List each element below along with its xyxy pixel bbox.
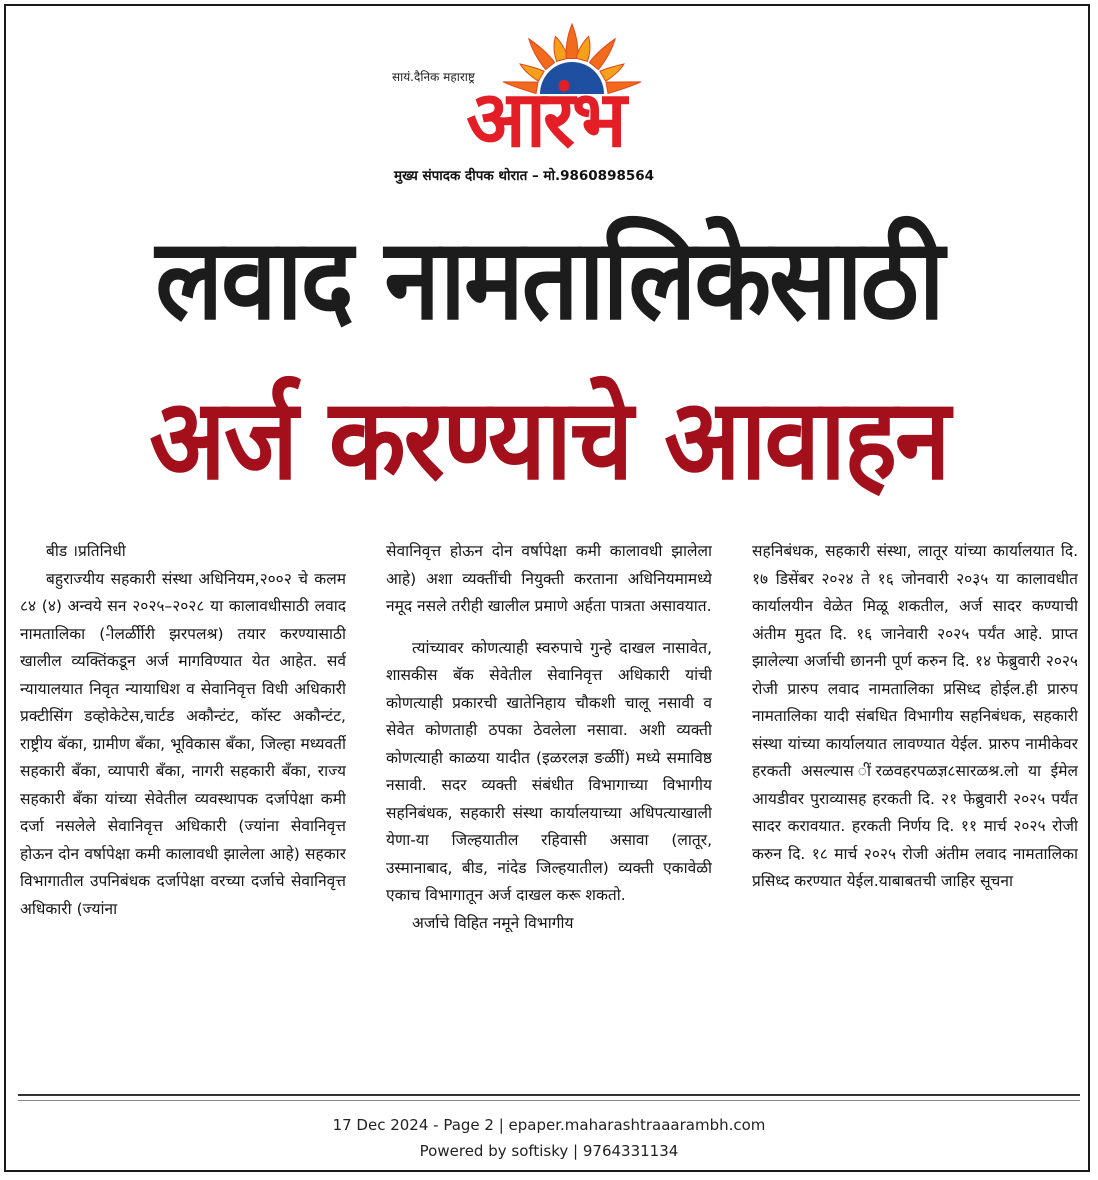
footer-edition-info: 17 Dec 2024 - Page 2 | epaper.maharashtraaarambh.com xyxy=(332,1116,766,1134)
article-paragraph: अर्जाचे विहित नमूने विभागीय xyxy=(412,913,574,932)
headline-line-1: लवाद नामतालिकेसाठी xyxy=(155,213,943,346)
article-paragraph: बहुराज्यीय सहकारी संस्था अधिनियम,२००२ चे कलम ८४ (४) अन्वये सन २०२५–२०२८ या कालावधीसाठी लवाद नामतालिका (-ीलर्ळीीरी झरपलश्र) तयार करण्यासाठी खालील व्यक्तिंकडून अर्ज मागविण्यात येत आहेत. सर्व न्यायालयात निवृत न्यायाधिश व सेवानिवृत्त विधी अधिकारी प्रक्टीसिंग डव्होकेटेस,चार्टड अकौन्टंट, कॉस्ट अकौन्टंट, राष्ट्रीय बॅका, ग्रामीण बॅंका, भूविकास बॅंका, जिल्हा मध्यवर्ती सहकारी बॅंका, व्यापारी बॅंका, नागरी सहकारी बॅंका, राज्य सहकारी बॅंका यांच्या सेवेतील व्यवस्थापक दर्जापेक्षा कमी दर्जा नसलेले सेवानिवृत्त अधिकारी (ज्यांना सेवानिवृत्त होऊन दोन वर्षापेक्षा कमी कालावधी झालेला आहे) सहकार विभागातील उपनिबंधक दर्जापेक्षा वरच्या दर्जाचे सेवानिवृत्त अधिकारी (ज्यांना xyxy=(20,569,346,918)
article-column-2 xyxy=(386,538,712,978)
sun-ray-icon xyxy=(554,36,568,61)
article-dateline: बीड ।प्रतिनिधी xyxy=(46,542,126,560)
article-paragraph: सेवानिवृत्त होऊन दोन वर्षापेक्षा कमी कालावधी झालेला आहे) अशा व्यक्तींची नियुक्ती करताना अधिनियमामध्ये नमूद नसले तरीही खालील प्रमाणे अर्हता पात्रता असावयात. xyxy=(386,542,712,615)
headline-line-2: अर्ज करण्याचे आवाहन xyxy=(149,373,949,505)
footer-divider xyxy=(18,1094,1080,1096)
sun-ray-icon xyxy=(566,24,578,58)
sun-ray-icon xyxy=(529,39,555,70)
sun-ray-icon xyxy=(576,36,590,61)
footer-divider-thin xyxy=(18,1100,1080,1101)
masthead-tagline: सायं.दैनिक महाराष्ट्र xyxy=(392,70,475,84)
article-column-1 xyxy=(20,538,346,978)
masthead-logo: आरंभ xyxy=(466,75,624,165)
article-paragraph: त्यांच्यावर कोणत्याही स्वरुपाचे गुन्हे दाखल नासावेत, शासकीस बॅक सेवेतील सेवानिवृत्त अधिकारी यांची कोणत्याही प्रकारची खातेनिहाय चौकशी चालू नसावी व सेवेत कोणताही ठपका ठेवलेला नसावा. अशी व्यक्ती कोणत्याही काळया यादीत (इळरलज्ञ ङळीीं) मध्ये समाविष्ठ नसावी. सदर व्यक्ती संबंधीत विभागाच्या विभागीय सहनिबंधक, सहकारी संस्था कार्यालयाच्या अधिपत्याखाली येणा-या जिल्हयातील रहिवासी असावा (लातूर, उस्मानाबाद, बीड, नांदेड जिल्हयातील) व्यक्ती एकावेळी एकाच विभागातून अर्ज दाखल करू शकतो. xyxy=(386,638,712,904)
sun-ray-icon xyxy=(589,39,615,70)
article-column-3 xyxy=(752,538,1078,978)
footer-credit: Powered by softisky | 9764331134 xyxy=(419,1142,679,1160)
editor-line: मुख्य संपादक दीपक थोरात – मो.9860898564 xyxy=(394,168,655,184)
masthead xyxy=(0,0,1098,195)
article-paragraph: सहनिबंधक, सहकारी संस्था, लातूर यांच्या कार्यालयात दि. १७ डिसेंबर २०२४ ते १६ जोनवारी २०३५ या कालावधीत कार्यालयीन वेळेत मिळू शकतील, अर्ज सादर कण्याची अंतीम मुदत दि. १६ जानेवारी २०२५ पर्यंत आहे. प्राप्त झालेल्या अर्जाची छाननी पूर्ण करुन दि. १४ फेब्रुवारी २०२५ रोजी प्रारुप लवाद नामतालिका प्रसिध्द होईल.ही प्रारुप नामतालिका यादी संबधित विभागीय सहनिबंधक, सहकारी संस्था यांच्या कार्यालयात लावण्यात येईल. प्रारुप नामीकेवर हरकती असल्यास ींरळवहरपळज्ञ८सारळश्र.लो या ईमेल आयडीवर पुराव्यासह हरकती दि. २१ फेब्रुवारी २०२५ पर्यंत सादर करावयात. हरकती निर्णय दि. ११ मार्च २०२५ रोजी करुन दि. १८ मार्च २०२५ रोजी अंतीम लवाद नामतालिका प्रसिध्द करण्यात येईल.याबाबतची जाहिर सूचना xyxy=(752,542,1078,890)
